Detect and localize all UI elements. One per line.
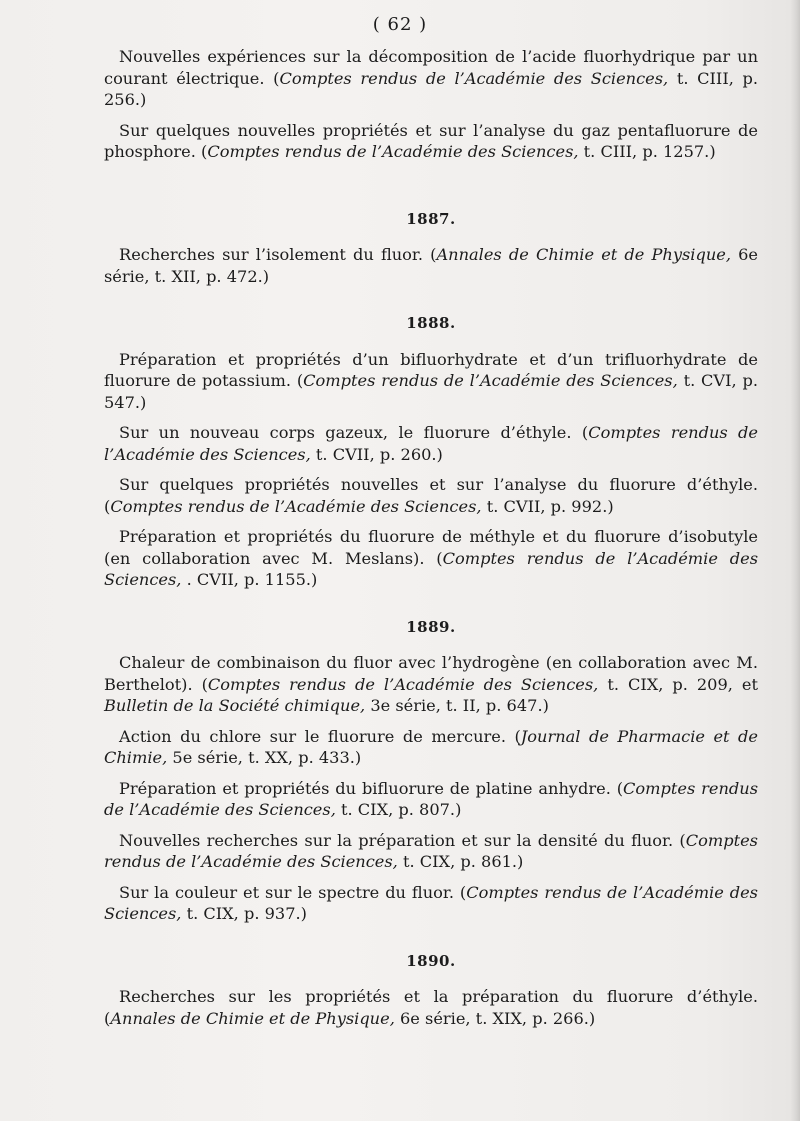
- bibliography-entry: [104, 882, 758, 925]
- entry-reference: t. CVII, p. 992.): [481, 496, 614, 516]
- bibliography-entry: [104, 46, 758, 111]
- entry-journal: Annales de Chimie et de Physique,: [436, 245, 731, 264]
- entry-title: Recherches sur les propriétés et la préparation du fluorure d’éthyle. (: [104, 987, 758, 1028]
- entry-journal: Comptes rendus de l’Académie des Sciences,: [104, 830, 758, 871]
- entry-title: Action du chlore sur le fluorure de mercure. (: [119, 726, 521, 746]
- entry-reference: 5e série, t. XX, p. 433.): [167, 748, 362, 767]
- entry-title: Nouvelles expériences sur la décomposition de l’acide fluorhydrique par un courant électrique. (: [104, 47, 758, 88]
- bibliography-entry: [104, 422, 758, 465]
- entry-title: Chaleur de combinaison du fluor avec l’hydrogène (en collaboration avec M. Berthelot). (: [104, 653, 758, 694]
- entry-reference: t. CVI, p. 547.): [104, 371, 758, 412]
- entry-reference: . CVII, p. 1155.): [181, 570, 318, 589]
- entry-journal: Comptes rendus de l’Académie des Sciences,: [207, 674, 599, 694]
- entry-journal: Comptes rendus de l’Académie des Sciences,: [207, 142, 579, 161]
- bibliography-entry: [104, 474, 758, 517]
- entry-reference: t. CVII, p. 260.): [310, 444, 443, 464]
- entry-journal-secondary: Bulletin de la Société chimique,: [104, 696, 366, 715]
- entry-title: Sur la couleur et sur le spectre du fluor. (: [119, 882, 467, 902]
- entry-journal: Journal de Pharmacie et de Chimie,: [104, 726, 758, 767]
- entry-reference-mid: t. CIX, p. 209, et: [598, 674, 758, 694]
- year-heading: 1887.: [406, 209, 456, 228]
- bibliography-entry: [104, 652, 758, 717]
- bibliography-list: [104, 46, 758, 1038]
- entry-reference: t. CIX, p. 937.): [181, 904, 307, 923]
- entry-title: Sur quelques propriétés nouvelles et sur l’analyse du fluorure d’éthyle. (: [104, 475, 758, 516]
- year-heading: 1888.: [406, 314, 456, 332]
- entry-title: Sur un nouveau corps gazeux, le fluorure d’éthyle. (: [119, 423, 589, 442]
- entry-title: Nouvelles recherches sur la préparation et sur la densité du fluor. (: [119, 830, 686, 850]
- entry-journal: Comptes rendus de l’Académie des Sciences,: [303, 371, 678, 390]
- entry-reference: t. CIX, p. 807.): [335, 800, 462, 819]
- bibliography-entry: [104, 778, 758, 821]
- entry-title: Préparation et propriétés d’un bifluorhydrate et d’un trifluorhydrate de fluorure de potassium. (: [104, 349, 758, 390]
- bibliography-entry: [104, 986, 758, 1029]
- entry-reference: t. CIX, p. 861.): [397, 852, 524, 871]
- bibliography-entry: [104, 526, 758, 591]
- entry-title: Recherches sur l’isolement du fluor. (: [119, 245, 437, 264]
- entry-reference: 6e série, t. XII, p. 472.): [104, 245, 759, 286]
- entry-title: Préparation et propriétés du bifluorure de platine anhydre. (: [119, 778, 624, 798]
- entry-title: Sur quelques nouvelles propriétés et sur l’analyse du gaz pentafluorure de phosphore. (: [104, 120, 758, 161]
- entry-reference: t. CIII, p. 1257.): [578, 142, 716, 161]
- entry-journal: Annales de Chimie et de Physique,: [110, 1008, 395, 1028]
- bibliography-entry: [104, 244, 758, 287]
- page-spine-shadow: [790, 0, 800, 1121]
- entry-journal: Comptes rendus de l’Académie des Sciences,: [104, 778, 758, 819]
- entry-journal: Comptes rendus de l’Académie des Sciences,: [279, 68, 669, 88]
- entry-title: Préparation et propriétés du fluorure de méthyle et du fluorure d’isobutyle (en collaboration avec M. Meslans). (: [104, 527, 758, 568]
- entry-journal: Comptes rendus de l’Académie des Sciences,: [104, 423, 759, 464]
- year-heading: 1890.: [406, 951, 456, 970]
- entry-journal: Comptes rendus de l’Académie des Sciences,: [104, 882, 758, 923]
- bibliography-entry: [104, 349, 758, 414]
- page-number: ( 62 ): [372, 14, 428, 35]
- entry-reference: t. CIII, p. 256.): [104, 68, 759, 109]
- entry-reference: 3e série, t. II, p. 647.): [365, 696, 549, 715]
- bibliography-entry: [104, 726, 758, 769]
- bibliography-entry: [104, 830, 758, 873]
- year-heading: 1889.: [406, 617, 456, 636]
- entry-reference: 6e série, t. XIX, p. 266.): [394, 1008, 596, 1028]
- entry-journal: Comptes rendus de l’Académie des Sciences,: [104, 548, 758, 589]
- bibliography-entry: [104, 120, 758, 163]
- entry-journal: Comptes rendus de l’Académie des Sciences,: [110, 496, 482, 516]
